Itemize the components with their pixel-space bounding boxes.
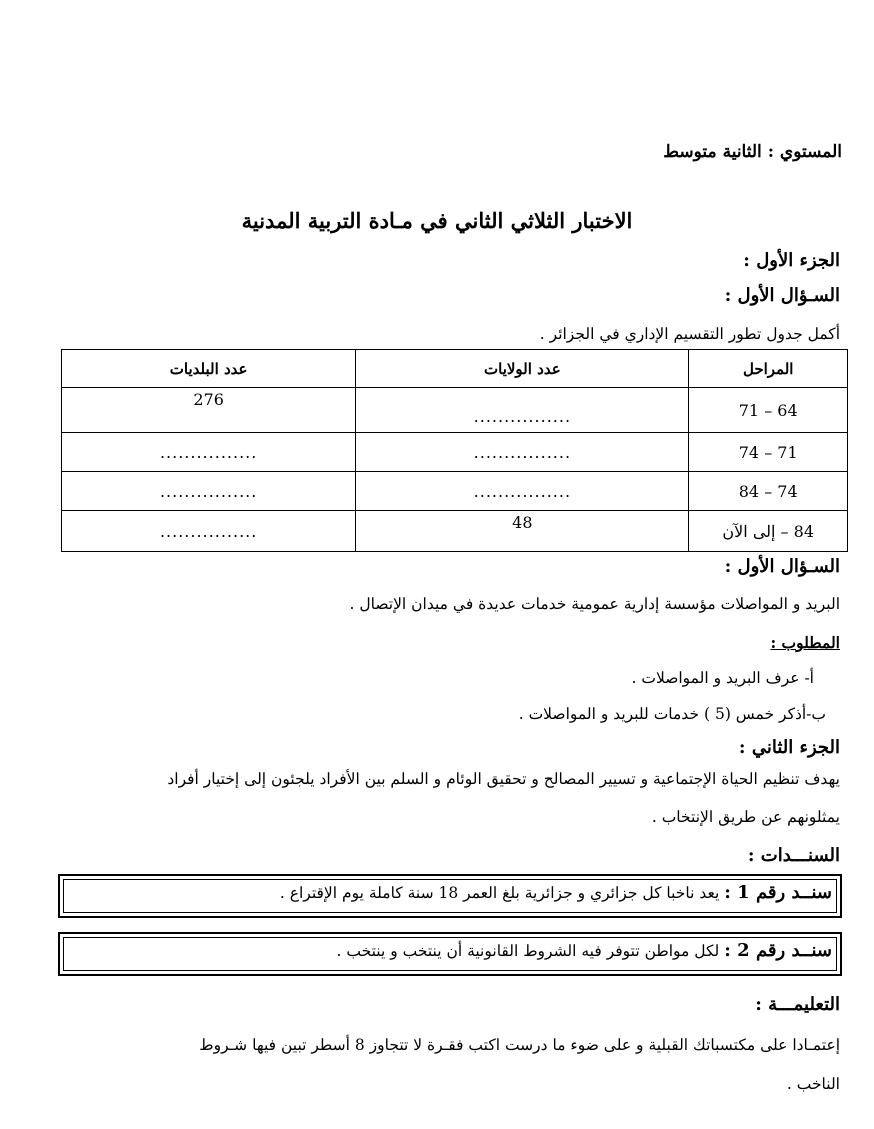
instruction-line2: الناخب . — [786, 1075, 840, 1093]
part2-heading: الجزء الثاني : — [738, 737, 840, 758]
source-2-text: لكل مواطن تتوفر فيه الشروط القانونية أن ينتخب و ينتخب . — [336, 942, 725, 960]
cell-stage: 64 – 71 — [689, 388, 848, 433]
cell-communes: 276 — [62, 388, 356, 433]
cell-communes: ................ — [62, 433, 356, 472]
source-1-label: سنــد رقم 1 : — [724, 882, 832, 903]
instruction-line1: إعتمـادا على مكتسباتك القبلية و على ضوء ما درست اكتب فقـرة لا تتجاوز 8 أسطر تبين فيها شـروط — [199, 1036, 840, 1054]
table-row — [62, 511, 848, 552]
source-2-box — [58, 932, 842, 976]
instruction-heading: التعليمـــة : — [755, 994, 840, 1015]
source-1-box — [58, 874, 842, 918]
level-label: المستوي : الثانية متوسط — [663, 142, 842, 162]
part2-paragraph-line2: يمثلونهم عن طريق الإنتخاب . — [651, 808, 840, 826]
table-row — [62, 433, 848, 472]
source-2-content — [337, 940, 832, 961]
cell-stage: 84 – إلى الآن — [689, 511, 848, 552]
source-1-content — [280, 882, 832, 903]
table-row — [62, 472, 848, 511]
exam-title: الاختبار الثلاثي الثاني في مـادة التربية المدنية — [241, 208, 633, 233]
cell-wilayas: ................ — [356, 388, 689, 433]
cell-wilayas: 48 — [356, 511, 689, 552]
cell-wilayas: ................ — [356, 433, 689, 472]
source-1-text: يعد ناخبا كل جزائري و جزائرية بلغ العمر 18 سنة كاملة يوم الإقتراع . — [279, 884, 725, 902]
cell-stage: 74 – 84 — [689, 472, 848, 511]
q1-heading: السـؤال الأول : — [724, 285, 840, 306]
q2-heading: السـؤال الأول : — [724, 556, 840, 577]
header-wilayas: عدد الولايات — [356, 350, 689, 388]
cell-stage: 71 – 74 — [689, 433, 848, 472]
table-row — [62, 388, 848, 433]
cell-communes: ................ — [62, 472, 356, 511]
cell-communes: ................ — [62, 511, 356, 552]
q1-instruction: أكمل جدول تطور التقسيم الإداري في الجزائر . — [539, 325, 840, 343]
part2-paragraph-line1: يهدف تنظيم الحياة الإجتماعية و تسيير المصالح و تحقيق الوئام و السلم بين الأفراد يلجئون إلى إختيار أفراد — [167, 770, 840, 788]
source-2-label: سنــد رقم 2 : — [724, 940, 832, 961]
header-communes: عدد البلديات — [62, 350, 356, 388]
admin-division-table — [61, 349, 848, 552]
part1-heading: الجزء الأول : — [743, 250, 840, 271]
table-header-row — [62, 350, 848, 388]
required-item-b: ب-أذكر خمس (5 ) خدمات للبريد و المواصلات . — [518, 705, 826, 723]
cell-wilayas: ................ — [356, 472, 689, 511]
required-label: المطلوب : — [770, 633, 840, 652]
q2-text: البريد و المواصلات مؤسسة إدارية عمومية خدمات عديدة في ميدان الإتصال . — [349, 595, 840, 613]
sources-heading: السنـــدات : — [747, 845, 840, 866]
required-item-a: أ- عرف البريد و المواصلات . — [631, 669, 814, 687]
header-stages: المراحل — [689, 350, 848, 388]
